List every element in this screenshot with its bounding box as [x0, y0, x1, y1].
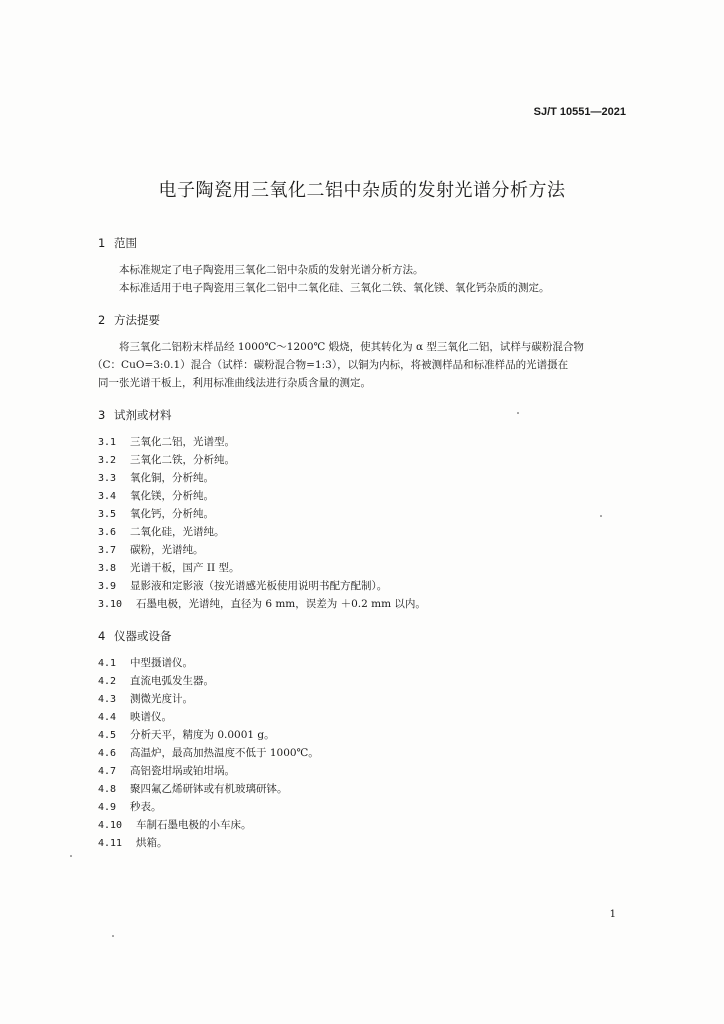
item-text: 氧化铜，分析纯。: [130, 472, 214, 484]
item-text: 二氧化硅，光谱纯。: [130, 526, 225, 538]
item-number: 4.9: [98, 802, 117, 813]
list-item: [98, 524, 225, 539]
list-item: [98, 452, 235, 467]
scan-speck: [600, 515, 602, 517]
item-text: 氧化钙，分析纯。: [130, 508, 214, 520]
item-number: 3.6: [98, 527, 117, 538]
list-item: [98, 596, 426, 611]
item-number: 4.5: [98, 730, 117, 741]
list-item: [98, 673, 214, 688]
standard-code: SJ/T 10551—2021: [533, 106, 626, 118]
item-text: 烘箱。: [136, 837, 168, 849]
list-item: [98, 542, 204, 557]
list-item: [98, 691, 193, 706]
item-text: 中型摄谱仪。: [130, 657, 193, 669]
document-title: 电子陶瓷用三氧化二铝中杂质的发射光谱分析方法: [158, 180, 566, 201]
item-text: 显影液和定影液（按光谱感光板使用说明书配方配制）。: [130, 580, 388, 592]
item-text: 三氧化二铁，分析纯。: [130, 454, 235, 466]
list-item: [98, 745, 319, 760]
item-text: 聚四氟乙烯研钵或有机玻璃研钵。: [130, 783, 288, 795]
item-text: 直流电弧发生器。: [130, 675, 214, 687]
item-number: 3.2: [98, 455, 117, 466]
item-number: 3.10: [98, 599, 123, 610]
item-text: 碳粉，光谱纯。: [130, 544, 204, 556]
item-number: 4.6: [98, 748, 117, 759]
item-text: 高温炉，最高加热温度不低于 1000℃。: [130, 747, 319, 759]
section-1-heading: [98, 235, 137, 251]
section-title: 试剂或材料: [114, 408, 172, 422]
section-title: 方法提要: [114, 313, 160, 327]
item-number: 3.1: [98, 437, 117, 448]
item-number: 3.3: [98, 473, 117, 484]
list-item: [98, 835, 168, 850]
section-2-heading: [98, 312, 160, 328]
list-item: [98, 578, 387, 593]
section-number: 4: [98, 629, 106, 643]
item-number: 4.2: [98, 676, 117, 687]
item-number: 4.4: [98, 712, 117, 723]
section-number: 2: [98, 313, 106, 327]
list-item: [98, 799, 162, 814]
item-number: 3.5: [98, 509, 117, 520]
list-item: [98, 655, 193, 670]
item-text: 高铝瓷坩埚或铂坩埚。: [130, 765, 235, 777]
item-text: 三氧化二铝，光谱型。: [130, 436, 235, 448]
section-4-heading: [98, 628, 172, 644]
item-number: 4.1: [98, 658, 117, 669]
item-number: 3.8: [98, 563, 117, 574]
item-number: 4.7: [98, 766, 117, 777]
list-item: [98, 560, 239, 575]
list-item: [98, 488, 214, 503]
page-number: 1: [609, 909, 616, 920]
item-text: 石墨电极，光谱纯，直径为 6 mm，误差为 ＋0.2 mm 以内。: [136, 598, 426, 610]
list-item: [98, 781, 288, 796]
item-text: 测微光度计。: [130, 693, 193, 705]
item-text: 光谱干板，国产 II 型。: [130, 562, 240, 574]
section-3-heading: [98, 407, 172, 423]
section-number: 3: [98, 408, 106, 422]
item-number: 3.4: [98, 491, 117, 502]
item-number: 3.7: [98, 545, 117, 556]
item-text: 车制石墨电极的小车床。: [136, 819, 252, 831]
item-text: 秒表。: [130, 801, 162, 813]
list-item: [98, 727, 275, 742]
section-number: 1: [98, 236, 106, 250]
list-item: [98, 763, 235, 778]
section-2-paragraph-line: 将三氧化二铝粉末样品经 1000℃～1200℃ 煅烧，使其转化为 α 型三氧化二铝，试样与碳粉混合物: [119, 341, 584, 353]
section-2-paragraph-line: 同一张光谱干板上，利用标准曲线法进行杂质含量的测定。: [98, 377, 371, 389]
item-number: 4.3: [98, 694, 117, 705]
scan-speck: [70, 855, 72, 857]
section-title: 仪器或设备: [114, 629, 172, 643]
item-number: 3.9: [98, 581, 117, 592]
item-text: 映谱仪。: [130, 711, 172, 723]
scan-speck: [517, 412, 519, 414]
section-1-paragraph: 本标准规定了电子陶瓷用三氧化二铝中杂质的发射光谱分析方法。: [119, 264, 424, 276]
section-1-paragraph: 本标准适用于电子陶瓷用三氧化二铝中二氧化硅、三氧化二铁、氧化镁、氧化钙杂质的测定。: [119, 282, 550, 294]
list-item: [98, 470, 214, 485]
list-item: [98, 817, 252, 832]
list-item: [98, 709, 172, 724]
section-2-paragraph-line: （C：CuO=3:0.1）混合（试样：碳粉混合物=1:3），以铜为内标，将被测样品和标准样品的光谱摄在: [92, 359, 569, 371]
item-text: 氧化镁，分析纯。: [130, 490, 214, 502]
item-number: 4.11: [98, 838, 123, 849]
section-title: 范围: [114, 236, 137, 250]
list-item: [98, 506, 214, 521]
item-text: 分析天平，精度为 0.0001 g。: [130, 729, 275, 741]
scan-speck: [112, 935, 114, 937]
item-number: 4.10: [98, 820, 123, 831]
list-item: [98, 434, 235, 449]
item-number: 4.8: [98, 784, 117, 795]
